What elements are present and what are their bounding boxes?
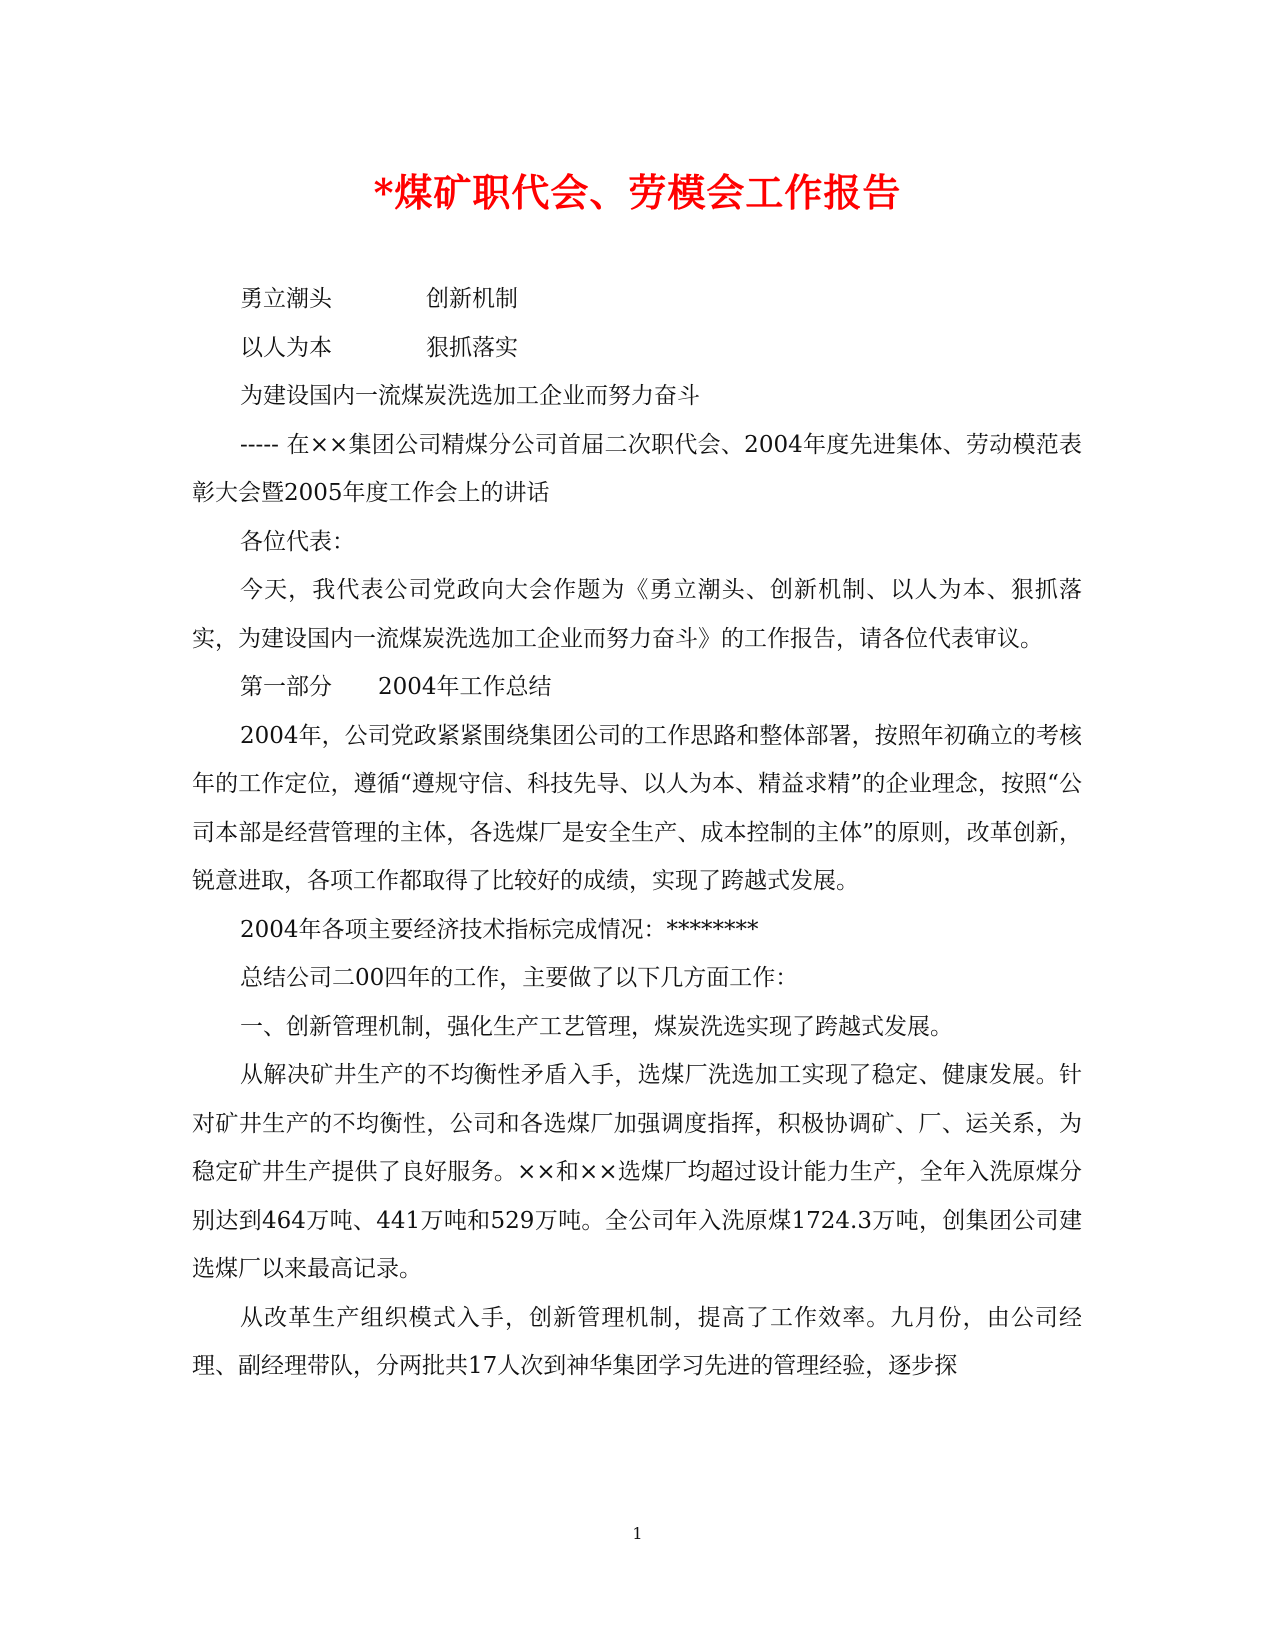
greeting: 各位代表： <box>240 528 355 555</box>
slogan-right: 狠抓落实 <box>426 334 518 361</box>
slogan-right: 创新机制 <box>426 286 518 312</box>
paragraph: 2004年各项主要经济技术指标完成情况：******** <box>240 916 759 943</box>
paragraph: 总结公司二00四年的工作，主要做了以下几方面工作： <box>240 965 799 991</box>
part-title: 2004年工作总结 <box>378 674 552 700</box>
part-label: 第一部分 <box>240 674 332 700</box>
slogan-line-2 <box>192 324 1082 373</box>
paragraph: 从解决矿井生产的不均衡性矛盾入手，选煤厂洗选加工实现了稳定、健康发展。针对矿井生产的不均衡性，公司和各选煤厂加强调度指挥，积极协调矿、厂、运关系，为稳定矿井生产提供了良好服务。××和××选煤厂均超过设计能力生产，全年入洗原煤分别达到464万吨、441万吨和529万吨。全公司年入洗原煤1724.3万吨，创集团公司建选煤厂以来最高记录。 <box>192 1062 1082 1282</box>
speech-note: ----- 在××集团公司精煤分公司首届二次职代会、2004年度先进集体、劳动模范表彰大会暨2005年度工作会上的讲话 <box>192 431 1082 506</box>
document-body <box>192 275 1082 1391</box>
document-title: *煤矿职代会、劳模会工作报告 <box>373 170 902 215</box>
paragraph: 从改革生产组织模式入手，创新管理机制，提高了工作效率。九月份，由公司经理、副经理带队，分两批共17人次到神华集团学习先进的管理经验，逐步探 <box>192 1304 1082 1379</box>
paragraph: 2004年，公司党政紧紧围绕集团公司的工作思路和整体部署，按照年初确立的考核年的工作定位，遵循“遵规守信、科技先导、以人为本、精益求精”的企业理念，按照“公司本部是经营管理的主体，各选煤厂是安全生产、成本控制的主体”的原则，改革创新，锐意进取，各项工作都取得了比较好的成绩，实现了跨越式发展。 <box>192 722 1082 894</box>
part-heading <box>192 663 1082 712</box>
slogan-line-1 <box>192 275 1082 324</box>
slogan-left: 勇立潮头 <box>240 286 332 312</box>
slogan-left: 以人为本 <box>240 334 332 361</box>
subtitle: 为建设国内一流煤炭洗选加工企业而努力奋斗 <box>240 383 700 409</box>
intro-paragraph: 今天，我代表公司党政向大会作题为《勇立潮头、创新机制、以人为本、狠抓落实，为建设国内一流煤炭洗选加工企业而努力奋斗》的工作报告，请各位代表审议。 <box>192 577 1082 652</box>
page-number: 1 <box>632 1524 643 1543</box>
section-heading: 一、创新管理机制，强化生产工艺管理，煤炭洗选实现了跨越式发展。 <box>240 1013 953 1040</box>
